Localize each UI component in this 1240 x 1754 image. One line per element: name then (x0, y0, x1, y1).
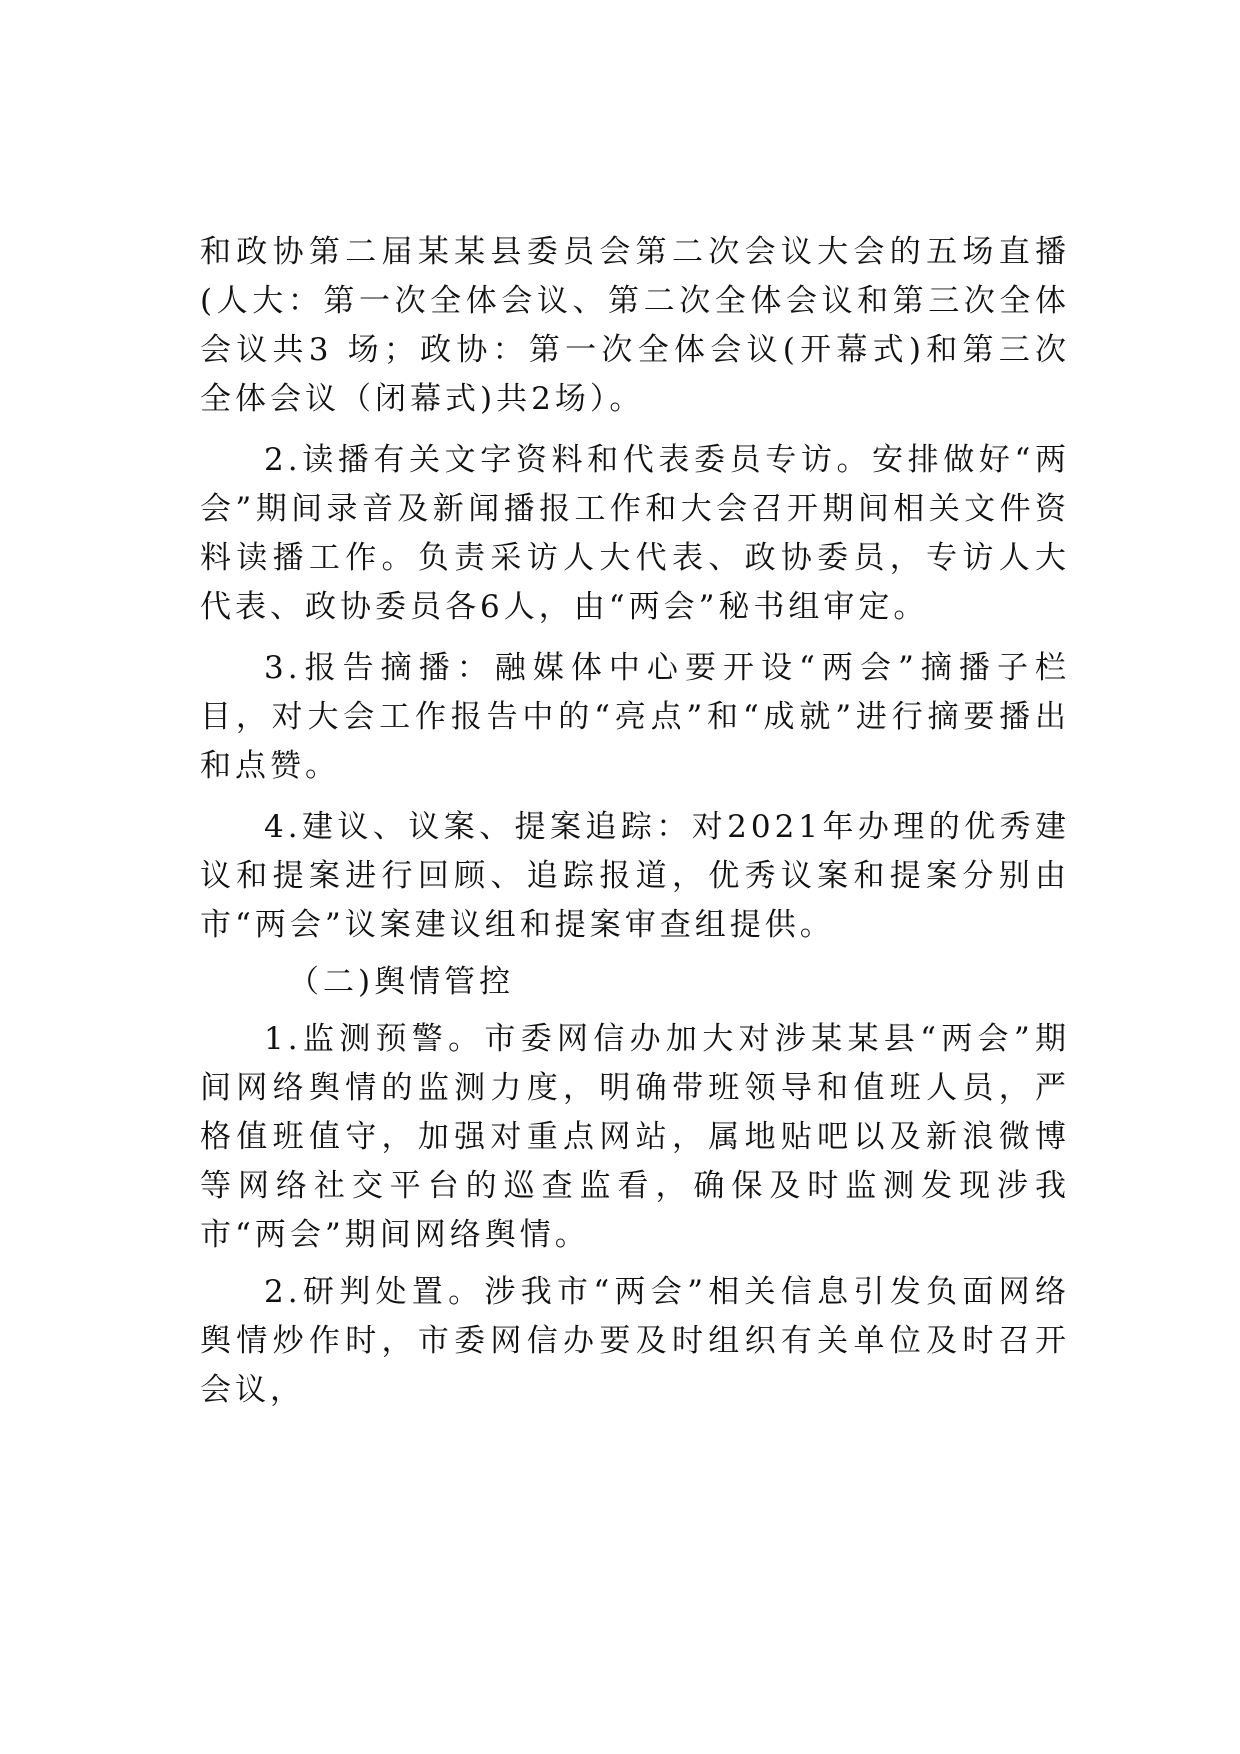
paragraph-item-3-report-excerpts: 3.报告摘播：融媒体中心要开设“两会”摘播子栏目，对大会工作报告中的“亮点”和“成就”进行摘要播出和点赞。 (200, 650, 1070, 784)
section-heading-public-opinion-control: （二)舆情管控 (288, 964, 515, 1000)
paragraph-item-4-proposal-tracking: 4.建议、议案、提案追踪：对2021年办理的优秀建议和提案进行回顾、追踪报道，优秀议案和提案分别由市“两会”议案建议组和提案审查组提供。 (200, 809, 1070, 943)
paragraph-live-broadcast-continued: 和政协第二届某某县委员会第二次会议大会的五场直播(人大：第一次全体会议、第二次全体会议和第三次全体会议共3 场；政协：第一次全体会议(开幕式)和第三次全体会议（闭幕式)共2场）。 (200, 234, 1070, 417)
document-body (200, 228, 1070, 1427)
paragraph-item-1-monitoring-warning: 1.监测预警。市委网信办加大对涉某某县“两会”期间网络舆情的监测力度，明确带班领导和值班人员，严格值班值守，加强对重点网站，属地贴吧以及新浪微博等网络社交平台的巡查监看，确保及时监测发现涉我市“两会”期间网络舆情。 (200, 1021, 1070, 1253)
paragraph-item-2-analysis-handling: 2.研判处置。涉我市“两会”相关信息引发负面网络舆情炒作时，市委网信办要及时组织有关单位及时召开会议， (200, 1274, 1070, 1408)
paragraph-item-2-reading-broadcast: 2.读播有关文字资料和代表委员专访。安排做好“两会”期间录音及新闻播报工作和大会召开期间相关文件资料读播工作。负责采访人大代表、政协委员，专访人大代表、政协委员各6人，由“两会”秘书组审定。 (200, 442, 1070, 625)
